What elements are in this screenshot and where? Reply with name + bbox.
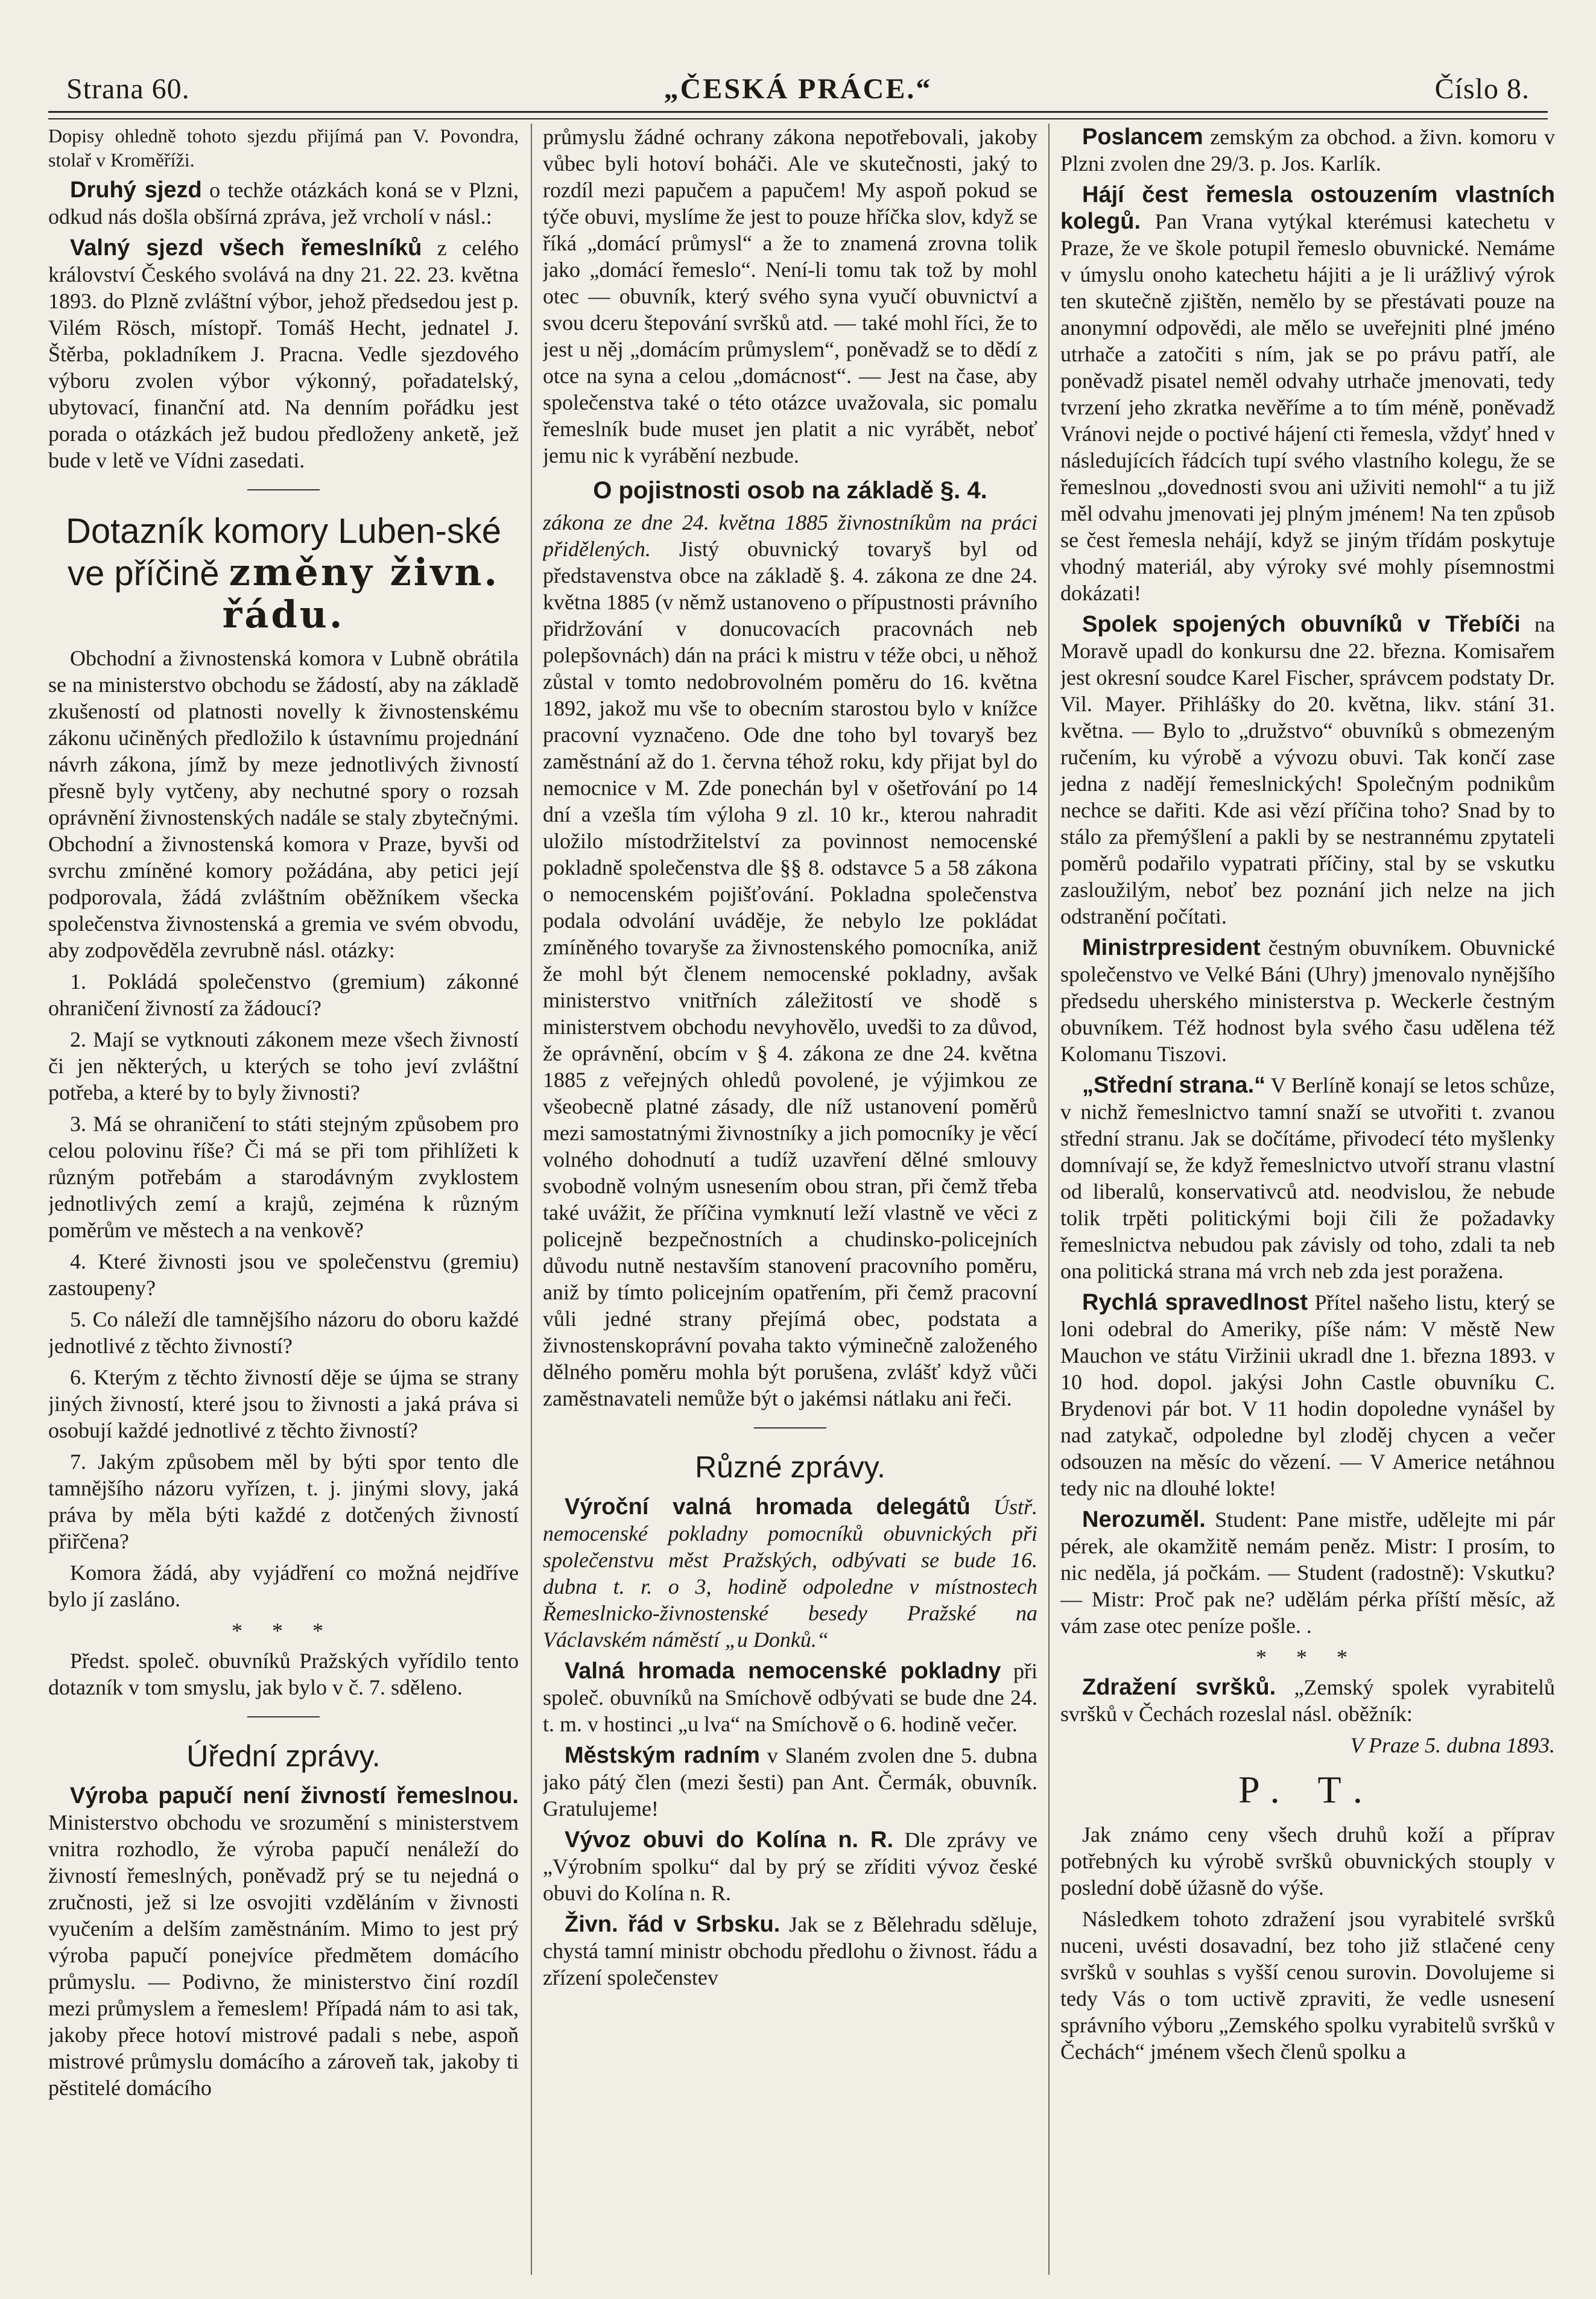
header-rule [48, 111, 1548, 113]
article-lead: Městským radním [565, 1743, 760, 1768]
article-lead: Spolek spojených obuvníků v Třebíči [1082, 612, 1521, 637]
page-header [48, 72, 1548, 115]
letter-paragraph: Jak známo ceny všech druhů koží a příprav potřebných ku výrobě svršků obuvnických stouply v poslední době úžasně do výše. [1060, 1822, 1555, 1900]
komora-note: Komora žádá, aby vyjádření co možná nejdříve bylo jí zasláno. [48, 1561, 519, 1611]
article-vyroci [543, 1494, 1037, 1653]
article-nerozumel [1060, 1506, 1555, 1639]
article-text: čestným obuvníkem. Obuvnické společenstvo ve Velké Báni (Uhry) jmenovalo nynějšího předsedu uherského ministerstva p. Weckerle čestným obuvníkem. Též hodnost byla svého času udělena též Kolomanu Tiszovi. [1060, 936, 1555, 1066]
question-4: 4. Které živnosti jsou ve společenstvu (gremiu) zastoupeny? [48, 1249, 519, 1300]
article-text: Pan Vrana vytýkal kterémusi katechetu v Praze, že ve škole potupil řemeslo obuvnické. Nemáme v úmyslu onoho katechetu hájiti a je li urážlivý výrok ten skutečně zjištěn, nemělo by se přestávati pouze na anonymní odpovědi, ale mělo se uveřejniti plné jméno utrhače a zatočiti s ním, jak se po právu patří, ale poněvadž pisatel neměl odvahy utrhače jmenovati, tedy tvrzení jeho zkratka nevěříme a to tím méně, poněvadž Vránovi nejde o poctivé hájení cti řemesla, vždyť hned v následujících řádcích tupí svého vlastního kolegu, že se řemeslnou „dovednosti svou ani uživiti nemohl“ a tu již měl odvahu jmenovati jej plným jménem! Na ten způsob se čest řemesla nehájí, když se jiným třídám poskytuje vhodný materiál, aby výroky své mohly písemnostmi dokázati! [1060, 209, 1555, 605]
article-lead: Výroční valná hromada delegátů [565, 1494, 971, 1520]
issue-number: Číslo 8. [1434, 73, 1530, 105]
article-lead: Rychlá spravedlnost [1082, 1290, 1308, 1315]
intro-paragraph: Dopisy ohledně tohoto sjezdu přijímá pan V. Povondra, stolař v Kroměříži. [48, 125, 519, 171]
article-text: Student: Pane mistře, udělejte mi pár pérek, ale okamžitě nemám peněz. Mistr: I prosím, to nic neděla, já počkám. — Student (radostně): Vskutku? — Mistr: Proč pak ne? udělám pérka příští měsíc, až vám zase otec peníze pošle. . [1060, 1508, 1555, 1638]
article-text: V Berlíně konají se letos schůze, v nichž řemeslnictvo tamní snaží se utvořiti t. zvanou střední stranu. Jak se dočítáme, přivodecí této myšlenky domnívají se, že když řemeslnictvo utvoří stranu vlastní od liberalů, konservativců atd. neodvislou, že nebude tolik trpěti politickými boji čili že požadavky řemeslnictva nebudou pak závisly od toho, zdali ta neb ona politická strana má vrch neb zda jest poražena. [1060, 1073, 1555, 1283]
article-haji [1060, 182, 1555, 606]
separator [247, 1716, 320, 1717]
stars-divider: * * * [232, 1619, 335, 1643]
article-text: v Slaném zvolen dne 5. dubna jako pátý člen (mezi šesti) pan Ant. Čermák, obuvník. Gratulujeme! [543, 1743, 1037, 1821]
question-5: 5. Co náleží dle tamnějšího názoru do oboru každé jednotlivé z těchto živností? [48, 1307, 519, 1358]
article-pojisteni-title [543, 477, 1037, 504]
article-lead: Živn. řád v Srbsku. [565, 1912, 781, 1937]
article-text: při společ. obuvníků na Smíchově odbývati se bude dne 24. t. m. v hostinci „u lva“ na Smíchově o 6. hodině večer. [543, 1659, 1037, 1736]
article-text: Dle zprávy ve „Výrobním spolku“ dal by prý se zříditi vývoz české obuvi do Kolína n. R. [543, 1828, 1037, 1905]
article-stredni [1060, 1072, 1555, 1284]
article-lead: Vývoz obuvi do Kolína n. R. [565, 1827, 894, 1853]
article-text: zemským za obchod. a živn. komoru v Plzni zvolen dne 29/3. p. Jos. Karlík. [1060, 125, 1555, 176]
continued-paragraph: průmyslu žádné ochrany zákona nepotřebovali, jakoby vůbec byli hotoví boháči. Ale ve skutečnosti, jaký to rozdíl mezi papučem a papučem! My aspoň pokud se týče obuvi, myslíme že jest to pouze hříčka slov, když se říká „domácí průmysl“ a že to znamená zrovna tolik jako „domácí řemeslo“. Není-li tomu tak tož by mohl otec — obuvník, který svého syna vyučí obuvnictví a svou dceru štepování svršků atd. — také mohl říci, že to jest u něj „domácím průmyslem“, poněvadž se to dědí z otce na syna a celou „domácnost“. — Jest na čase, aby společenstva také o této otázce uvažovala, sic pomalu řemeslník bude muset jen platit a nic vyrábět, neboť jemu nic k vyrábění nezbude. [543, 125, 1037, 468]
question-6: 6. Kterým z těchto živností děje se újma se strany jiných živností, které jsou to živnosti a jaká práva si osobují každé jednotlivé z těchto živností? [48, 1365, 519, 1442]
separator [247, 489, 320, 490]
column-3 [1060, 124, 1555, 2271]
article-mestskym [543, 1742, 1037, 1822]
article-lead: Zdražení svršků. [1082, 1675, 1276, 1700]
article-vyroba [48, 1783, 519, 2101]
letter-date: V Praze 5. dubna 1893. [1350, 1733, 1555, 1757]
article-druhy-sjezd [48, 177, 519, 230]
heading-line: Dotazník komory Luben-ské [65, 512, 502, 551]
section-heading-dotaznik [48, 511, 519, 636]
article-text: z celého království Českého svolává na dny 21. 22. 23. května 1893. do Plzně zvláštní výbor, jehož předsedou jest p. Vilém Rösch, místopř. Tomáš Hecht, jednatel J. Štěrba, pokladníkem J. Pracna. Vedle sjezdového výboru zvolen výbor výkonný, pořadatelský, ubytovací, finanční atd. Na denním pořádku jest porada o otázkách jež budou předloženy anketě, jež bude v letě ve Vídni zasedati. [48, 236, 519, 472]
article-zdrazeni [1060, 1674, 1555, 1727]
article-valna [543, 1658, 1037, 1737]
article-vyvoz [543, 1827, 1037, 1906]
article-lead: Výroba papučí není živností řemeslnou. [70, 1783, 519, 1809]
stars-divider: * * * [1256, 1645, 1360, 1669]
article-lead: Valná hromada nemocenské pokladny [565, 1658, 1001, 1684]
column-2 [543, 124, 1037, 2271]
article-spolek [1060, 611, 1555, 930]
article-text: Přítel našeho listu, který se loni odebral do Ameriky, píše nám: V městě New Mauchon ve státu Viržinii ukradl dne 1. března 1893. v 10 hod. dopol. jakýsi John Castle obuvníku C. Brydenovi pár bot. V 11 hodin dopoledne vynášel by nad zatykač, odpoledne byl zloděj chycen a večer odsouzen na měsíc do vězení. — V Americe netáhnou tedy nic na dlouhé lokte! [1060, 1290, 1555, 1500]
page-number: Strana 60. [66, 73, 190, 105]
article-lead: „Střední strana.“ [1082, 1073, 1266, 1098]
separator [754, 1427, 826, 1429]
article-lead: Nerozuměl. [1082, 1507, 1206, 1532]
question-2: 2. Mají se vytknouti zákonem meze všech živností či jen některých, u kterých se toho jeví zvláštní potřeba, a které by to byly živnosti? [48, 1027, 519, 1105]
column-divider [531, 124, 532, 2275]
article-lead: Ministrpresident [1082, 935, 1261, 960]
article-pojisteni [543, 509, 1037, 1412]
letter-paragraph: Následkem tohoto zdražení jsou vyrabitelé svršků nuceni, uvésti dosavadní, bez toho již stlačené ceny svršků v souhlas s vyšší cenou surovin. Dovolujeme si tedy Vás o tom uctivě zpraviti, že vedle usnesení správního výboru „Zemského spolku vyrabitelů svršků v Čechách“ jménem všech členů spolku a [1060, 1907, 1555, 2064]
article-lead: Hájí čest řemesla ostouzením vlastních kolegů. [1060, 182, 1555, 234]
letter-salutation: P. T. [1238, 1768, 1377, 1811]
article-text: „Zemský spolek vyrabitelů svršků v Čechách rozeslal násl. oběžník: [1060, 1675, 1555, 1726]
article-subtitle: zákona ze dne 24. května 1885 živnostníkům na práci přidělených. [543, 510, 1037, 561]
article-text: na Moravě upadl do konkursu dne 22. března. Komisařem jest okresní soudce Karel Fischer, správcem podstaty Dr. Vil. Mayer. Přihlášky do 20. května, likv. stání 31. května. — Bylo to „družstvo“ obuvníků s obmezeným ručením, ku výrobě a vývozu obuvi. Tak končí zase jedna z nadějí řemeslnických! Společným podnikům nechce se dařiti. Kde asi vězí příčina toho? Snad by to stálo za přemýšlení a pakli by se nestrannému zpytateli poměrů podařilo vypatrati příčiny, stal by se vskutku zasloužilým, neboť bez poznání jich nelze na jich odstranění počítati. [1060, 612, 1555, 928]
heading-line: změny živn. řádu. [222, 550, 499, 636]
article-poslancem [1060, 124, 1555, 177]
article-text: Jak se z Bělehradu sděluje, chystá tamní ministr obchodu předlohu o živnost. řádu a zřízení společenstev [543, 1912, 1037, 1990]
article-valny-sjezd [48, 235, 519, 474]
article-lead: Druhý sjezd [70, 177, 202, 203]
article-text: Ústř. nemocenské pokladny pomocníků obuvnických při společenstvu měst Pražských, odbývati se bude 16. dubna t. r. o 3, hodině odpoledne v místnostech Řemeslnicko-živnostenské besedy Pražské na Václavském náměstí „u Donků.“ [543, 1495, 1037, 1652]
article-text: o techže otázkách koná se v Plzni, odkud nás došla obšírná zpráva, jež vrcholí v násl.: [48, 178, 519, 229]
article-ministr [1060, 934, 1555, 1067]
question-3: 3. Má se ohraničení to státi stejným způsobem pro celou polovinu říše? Či má se při tom přihlížeti k různým potřebám a starodávným zvyklostem jednotlivých zemí a krajů, zejména k různým poměrům ve městech a na venkově? [48, 1112, 519, 1242]
question-7: 7. Jakým způsobem měl by býti spor tento dle tamnějšího názoru vyřízen, t. j. jinými slovy, jaká práva by měla býti každé z dotčených živností přiřčena? [48, 1450, 519, 1553]
column-divider [1048, 124, 1050, 2275]
article-text: Ministerstvo obchodu ve srozumění s ministerstvem vnitra rozhodlo, že výroba papučí nenáleží do živností řemeslných, poněvadž prý se tu nejedná o zručnosti, jež si lze osvojiti vzděláním v živnosti vyučením a delším zaměstnáním. Mimo to jest prý výroba papučí ponejvíce předmětem domácího průmyslu. — Podivno, že ministerstvo činí rozdíl mezi průmyslem a řemeslem! Případá nám to asi tak, jakoby přece hotoví mistrové padali s nebe, aspoň mistrové průmyslu domácího a zároveň tak, jakoby ti pěstitelé domácího [48, 1810, 519, 2100]
dotaznik-body: Obchodní a živnostenská komora v Lubně obrátila se na ministerstvo obchodu se žádostí, aby na základě zkušeností od platnosti novelly k živnostenskému zákonu učiněných předložilo k ústavnímu projednání návrh zákona, jímž by meze jednotlivých živností přesně byly vytčeny, aby nechutné spory o rozsah oprávnění živnostenských nadále se staly zbytečnými. Obchodní a živnostenská komora v Praze, byvši od svrchu zmíněné komory požádána, aby petici její podporovala, žádá zvláštním oběžníkem všecka společenstva živnostenská a gremia ve svém obvodu, aby zodpověděla zevrubně násl. otázky: [48, 646, 519, 962]
header-rule-thin [48, 118, 1548, 119]
question-1: 1. Pokládá společenstvo (gremium) zákonné ohraničení živností za žádoucí? [48, 969, 519, 1020]
article-lead: Valný sjezd všech řemeslníků [70, 235, 422, 261]
article-lead: O pojistnosti osob na základě §. 4. [593, 477, 987, 504]
article-rychla [1060, 1289, 1555, 1501]
section-heading-uredni: Úřední zprávy. [186, 1739, 381, 1773]
article-lead: Poslancem [1082, 124, 1203, 150]
column-1 [48, 124, 519, 2271]
predst-note: Předst. společ. obuvníků Pražských vyřídilo tento dotazník v tom smyslu, jak bylo v č. 7. sděleno. [48, 1649, 519, 1699]
article-text: Jistý obuvnický tovaryš byl od představenstva obce na základě §. 4. zákona ze dne 24. května 1885 (v němž ustanoveno o přípustnosti právního přidržování v donucovacích pracovnách neb polepšovnách) dán na práci k mistru v téže obci, u něhož zůstal v tomto nedobrovolném poměru do 16. května 1892, jakož mu vše to obecním starostou bylo v knížce pracovní vyznačeno. Ode dne toho byl tovaryš bez zaměstnání až do 1. června téhož roku, kdy přijat byl do nemocnice v M. Zde ponechán byl v ošetřování po 14 dní a vzešla tím výloha 9 zl. 10 kr., kterou nahradit uložilo místodržitelství za povinnost nemocenské pokladně společenstva dle §§ 8. odstavce 5 a 58 zákona o nemocenském pojišťování. Pokladna společenstva podala odvolání uváděje, že nebylo lze pokládat zmíněného tovaryše za živnostenského pomocníka, aniž že mohl být členem nemocenské pokladny, avšak ministerstvo vnitřních záležitostí ve shodě s ministerstvem obchodu nevyhovělo, uvedši to za důvod, že oprávnění, obcím v § 4. zákona ze dne 24. května 1885 z veřejných ohledů povolené, je výjimkou ze všeobecně platné zásady, dle níž ustanovení poměrů mezi samostatnými živnostníky a jich pomocníky je věcí volného dohodnutí a tudíž uzavření dělné smlouvy svobodně volným usnesením obou stran, při čemž třeba také uvážit, že příčina vymknutí leží vlastně ve věci z policejně bezpečnostních a chudinsko-policejních důvodu nutně nestavším stanovení pracovního poměru, aniž by tímto policejním opatřením, při čemž pracovní vůli jedné strany přejímá obec, podstata a živnostenskoprávní povaha takto výminečně založeného dělného poměru mohla být porušena, zvlášť když vůči zaměstnavateli nemůže být o jakémsi nátlaku ani řeči. [543, 537, 1037, 1410]
section-heading-ruzne: Různé zprávy. [695, 1450, 885, 1484]
masthead-title: „ČESKÁ PRÁCE.“ [663, 73, 933, 105]
article-zivn [543, 1911, 1037, 1991]
heading-line: ve příčině [68, 554, 220, 593]
